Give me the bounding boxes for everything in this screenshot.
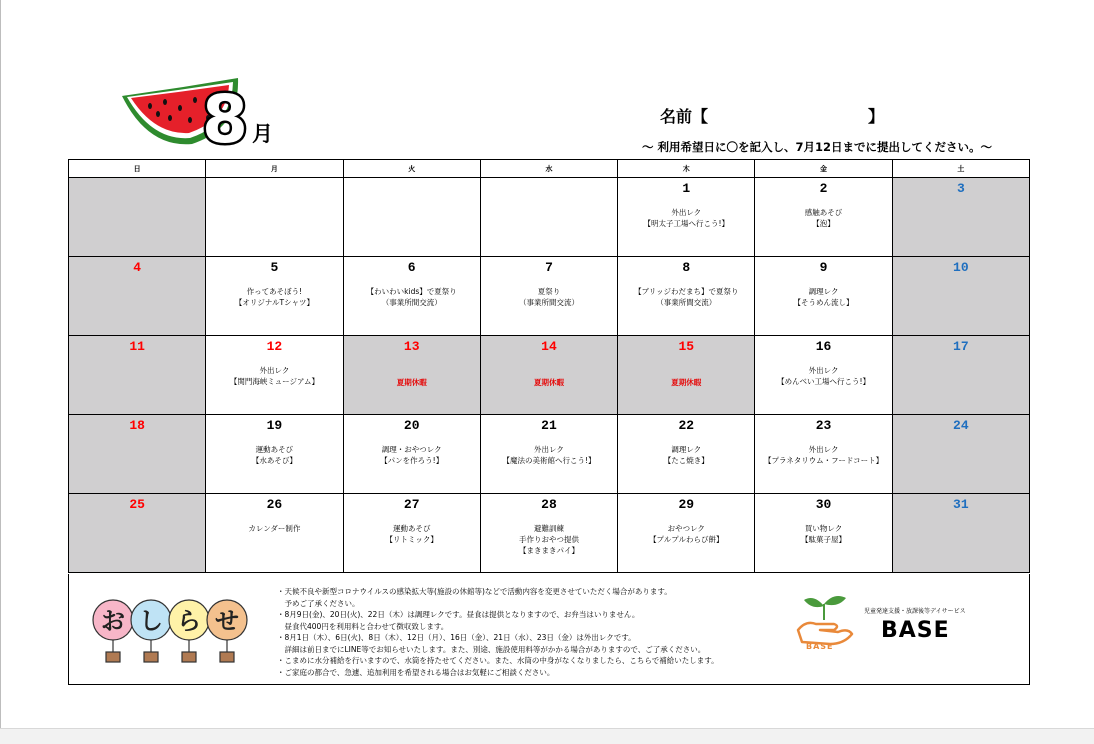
day-number: 30 — [815, 497, 832, 512]
day-number: 21 — [541, 418, 557, 433]
calendar-day-cell — [206, 257, 343, 336]
day-number: 19 — [266, 418, 283, 433]
weekday-mon: 月 — [206, 160, 343, 178]
calendar-day-cell — [618, 257, 755, 336]
calendar-day-cell — [206, 178, 343, 257]
calendar-grid — [68, 159, 1030, 573]
calendar-day-cell — [343, 336, 480, 415]
calendar-day-cell — [755, 415, 892, 494]
day-number: 8 — [682, 260, 691, 275]
calendar-day-cell — [343, 178, 480, 257]
calendar-day-cell — [618, 178, 755, 257]
svg-text:ら: ら — [177, 607, 201, 635]
day-activity: 外出レク 【関門海峡ミュージアム】 — [229, 366, 320, 386]
notice-balloons-icon — [91, 594, 251, 666]
day-activity: 避難訓練 手作りおやつ提供 【まきまきパイ】 — [518, 524, 579, 555]
calendar-day-cell — [892, 494, 1029, 573]
day-activity: 買い物レク 【駄菓子屋】 — [801, 524, 847, 544]
day-number: 26 — [266, 497, 283, 512]
calendar-day-cell — [755, 494, 892, 573]
day-number: 6 — [407, 260, 416, 275]
notice-line: ・8月1日（木）、6日(火)、8日（木）、12日（月）、16日（金）、21日（水）、23日（金）は外出レクです。 — [277, 633, 636, 642]
day-activity: 調理レク 【たこ焼き】 — [663, 445, 709, 465]
weekday-thu: 木 — [618, 160, 755, 178]
day-number: 11 — [129, 339, 145, 354]
calendar-week-row — [69, 415, 1030, 494]
calendar-day-cell — [755, 257, 892, 336]
calendar-day-cell — [618, 415, 755, 494]
calendar-day-cell — [892, 257, 1029, 336]
day-number: 31 — [953, 497, 969, 512]
day-number: 14 — [541, 339, 557, 354]
day-activity: 調理・おやつレク 【パンを作ろう!】 — [380, 445, 444, 465]
calendar-day-cell — [618, 494, 755, 573]
notice-line: ・天候不良や新型コロナウイルスの感染拡大等(施設の休館等)などで活動内容を変更させていただく場合があります。 — [277, 587, 672, 596]
day-activity: 外出レク 【めんべい工場へ行こう!】 — [777, 366, 870, 386]
calendar-day-cell — [892, 415, 1029, 494]
day-number: 17 — [953, 339, 969, 354]
day-number: 20 — [403, 418, 420, 433]
weekday-sat: 土 — [892, 160, 1029, 178]
page-left-edge — [0, 0, 1, 743]
calendar-day-cell — [206, 415, 343, 494]
day-activity: 夏期休暇 — [671, 378, 702, 387]
day-number: 22 — [678, 418, 695, 433]
calendar-day-cell — [206, 494, 343, 573]
notice-box — [68, 574, 1030, 685]
name-field-label: 名前【 — [660, 107, 709, 126]
day-number: 3 — [956, 181, 965, 196]
month-suffix: 月 — [252, 122, 273, 146]
page-bottom-edge — [0, 728, 1094, 744]
day-number: 25 — [129, 497, 145, 512]
calendar-day-cell — [69, 257, 206, 336]
weekday-fri: 金 — [755, 160, 892, 178]
calendar-day-cell — [755, 336, 892, 415]
calendar-day-cell — [480, 415, 617, 494]
day-activity: 運動あそび 【水あそび】 — [251, 445, 297, 465]
svg-text:お: お — [101, 607, 125, 635]
day-number — [344, 181, 480, 197]
calendar-week-row — [69, 257, 1030, 336]
day-number: 12 — [266, 339, 283, 354]
notice-line: ・ご家庭の都合で、急遽、追加利用を希望される場合はお気軽にご相談ください。 — [277, 667, 555, 677]
submission-instruction: ～ 利用希望日に〇を記入し、7月12日までに提出してください。～ — [642, 140, 993, 154]
day-activity: おやつレク 【プルプルわらび餅】 — [649, 524, 724, 544]
month-number-badge — [198, 82, 252, 150]
calendar-day-cell — [69, 336, 206, 415]
day-activity: 夏祭り （事業所間交流） — [518, 287, 579, 307]
day-activity: 外出レク 【魔法の美術館へ行こう!】 — [502, 445, 596, 465]
day-number — [481, 181, 617, 197]
calendar-day-cell — [892, 178, 1029, 257]
calendar-day-cell — [480, 494, 617, 573]
calendar-day-cell — [343, 415, 480, 494]
weekday-wed: 水 — [480, 160, 617, 178]
day-number: 27 — [403, 497, 420, 512]
base-name: BASE — [881, 618, 950, 643]
day-number: 13 — [403, 339, 420, 354]
day-number: 16 — [815, 339, 832, 354]
day-number: 4 — [133, 260, 142, 275]
day-number: 24 — [953, 418, 969, 433]
day-number: 29 — [678, 497, 695, 512]
day-activity: 感触あそび 【泡】 — [804, 208, 843, 228]
calendar-week-row — [69, 336, 1030, 415]
day-number: 1 — [682, 181, 691, 196]
calendar-day-cell — [343, 494, 480, 573]
day-activity: 調理レク 【そうめん流し】 — [793, 287, 854, 307]
day-activity: 【ブリッジわだまち】で夏祭り （事業所間交流） — [634, 287, 739, 307]
day-activity: 作ってあそぼう! 【オリジナルTシャツ】 — [234, 287, 314, 307]
day-number: 10 — [953, 260, 969, 275]
day-number: 18 — [129, 418, 145, 433]
svg-text:し: し — [139, 607, 163, 635]
day-activity: 夏期休暇 — [533, 378, 564, 387]
day-number: 5 — [270, 260, 279, 275]
day-activity: 外出レク 【明太子工場へ行こう!】 — [643, 208, 730, 228]
day-activity: 運動あそび 【リトミック】 — [385, 524, 438, 544]
day-number: 9 — [819, 260, 828, 275]
day-number — [69, 181, 205, 197]
svg-text:せ: せ — [215, 607, 239, 635]
day-number — [206, 181, 342, 197]
day-activity: 【わいわいkids】で夏祭り （事業所間交流） — [366, 287, 457, 307]
calendar-day-cell — [69, 415, 206, 494]
weekday-tue: 火 — [343, 160, 480, 178]
day-activity: カレンダー制作 — [248, 524, 301, 533]
weekday-sun: 日 — [69, 160, 206, 178]
day-number: 7 — [545, 260, 553, 275]
notice-text — [277, 586, 719, 678]
calendar-week-row — [69, 494, 1030, 573]
calendar-day-cell — [892, 336, 1029, 415]
calendar-day-cell — [343, 257, 480, 336]
svg-text:8: 8 — [202, 82, 248, 150]
calendar-day-cell — [480, 336, 617, 415]
calendar-day-cell — [206, 336, 343, 415]
calendar-day-cell — [755, 178, 892, 257]
weekday-header-row — [69, 160, 1030, 178]
day-number: 2 — [819, 181, 828, 196]
base-logo-text: BASE — [806, 642, 834, 651]
notice-line: 昼食代400円を利用料と合わせて徴収致します。 — [277, 621, 449, 631]
calendar-week-row — [69, 178, 1030, 257]
day-number: 15 — [678, 339, 695, 354]
day-number: 23 — [815, 418, 832, 433]
notice-line: ・8月9日(金)、20日(火)、22日（木）は調理レクです。昼食は提供となりますので、お弁当はいりません。 — [277, 610, 640, 619]
day-number: 28 — [541, 497, 557, 512]
calendar-day-cell — [69, 178, 206, 257]
calendar-day-cell — [69, 494, 206, 573]
calendar-day-cell — [480, 178, 617, 257]
name-field-close: 】 — [868, 107, 885, 126]
base-subtitle: 児童発達支援・放課後等デイサービス — [864, 608, 966, 615]
day-activity: 外出レク 【プラネタリウム・フードコート】 — [763, 445, 884, 465]
calendar-day-cell — [480, 257, 617, 336]
calendar-day-cell — [618, 336, 755, 415]
notice-line: 予めご了承ください。 — [277, 598, 360, 608]
day-activity: 夏期休暇 — [396, 378, 427, 387]
notice-line: 詳細は前日までにLINE等でお知らせいたします。また、別途、施設使用料等がかかる場合がありますので、ご了承ください。 — [277, 644, 706, 654]
notice-line: ・こまめに水分補給を行いますので、水筒を持たせてください。また、水筒の中身がなくなりましたら、こちらで補給いたします。 — [277, 656, 719, 665]
